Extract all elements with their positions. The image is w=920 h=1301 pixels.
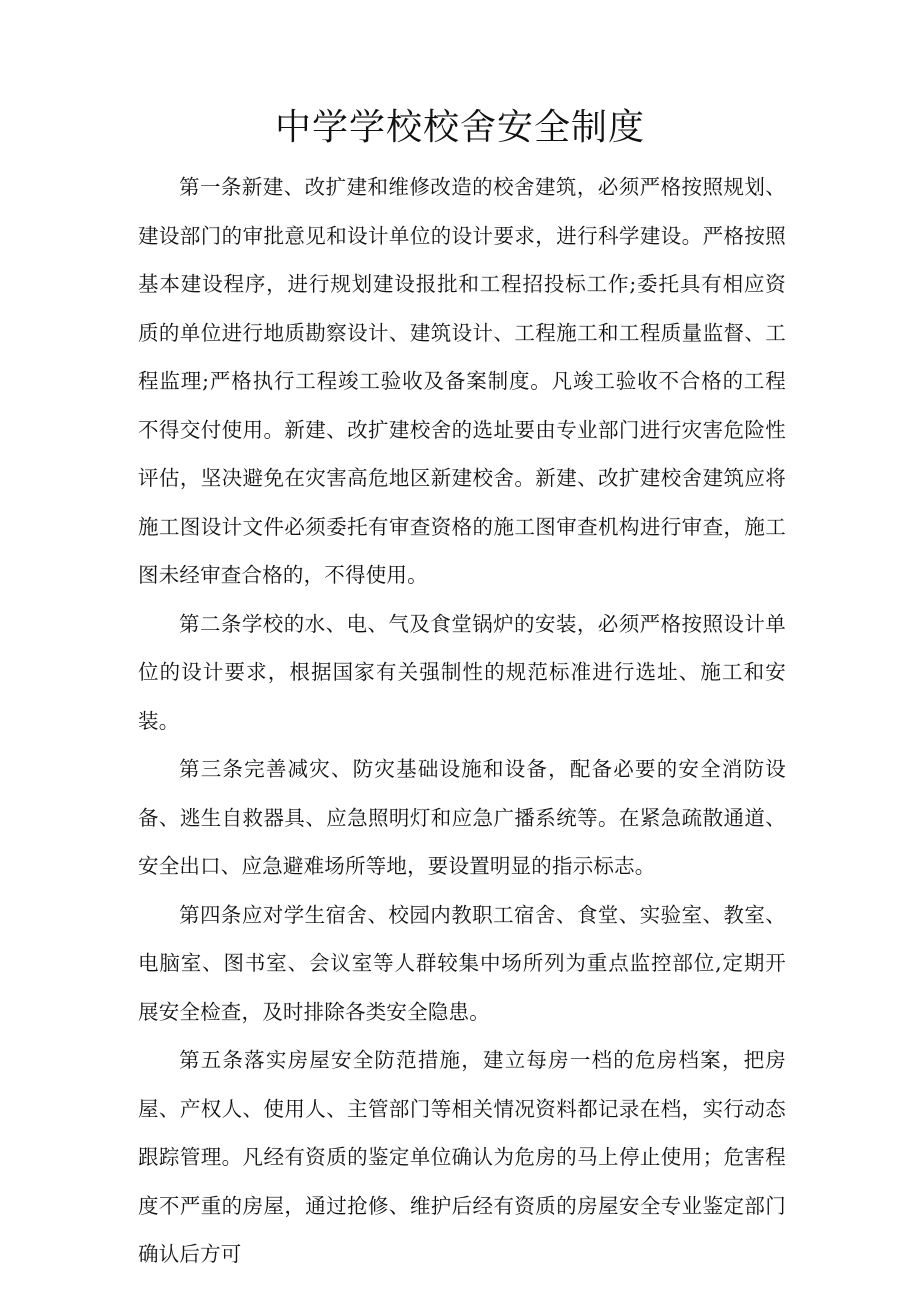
article-1-paragraph: 第一条新建、改扩建和维修改造的校舍建筑，必须严格按照规划、建设部门的审批意见和设计单位的设计要求，进行科学建设。严格按照基本建设程序，进行规划建设报批和工程招投标工作;委托具有相应资质的单位进行地质勘察设计、建筑设计、工程施工和工程质量监督、工程监理;严格执行工程竣工验收及备案制度。凡竣工验收不合格的工程不得交付使用。新建、改扩建校舍的选址要由专业部门进行灾害危险性评估，坚决避免在灾害高危地区新建校舍。新建、改扩建校舍建筑应将施工图设计文件必须委托有审查资格的施工图审查机构进行审查，施工图未经审查合格的，不得使用。 bbox=[138, 175, 786, 587]
article-2-paragraph: 第二条学校的水、电、气及食堂锅炉的安装，必须严格按照设计单位的设计要求，根据国家有关强制性的规范标准进行选址、施工和安装。 bbox=[138, 611, 786, 733]
document-body bbox=[138, 163, 786, 1279]
article-4-paragraph: 第四条应对学生宿舍、校园内教职工宿舍、食堂、实验室、教室、电脑室、图书室、会议室等人群较集中场所列为重点监控部位,定期开展安全检查，及时排除各类安全隐患。 bbox=[138, 902, 786, 1024]
article-5-paragraph: 第五条落实房屋安全防范措施，建立每房一档的危房档案，把房屋、产权人、使用人、主管部门等相关情况资料都记录在档，实行动态跟踪管理。凡经有资质的鉴定单位确认为危房的马上停止使用；危害程度不严重的房屋，通过抢修、维护后经有资质的房屋安全专业鉴定部门确认后方可 bbox=[138, 1048, 786, 1266]
article-3-paragraph: 第三条完善减灾、防灾基础设施和设备，配备必要的安全消防设备、逃生自救器具、应急照明灯和应急广播系统等。在紧急疏散通道、安全出口、应急避难场所等地，要设置明显的指示标志。 bbox=[138, 757, 786, 878]
document-title: 中学学校校舍安全制度 bbox=[274, 107, 645, 148]
